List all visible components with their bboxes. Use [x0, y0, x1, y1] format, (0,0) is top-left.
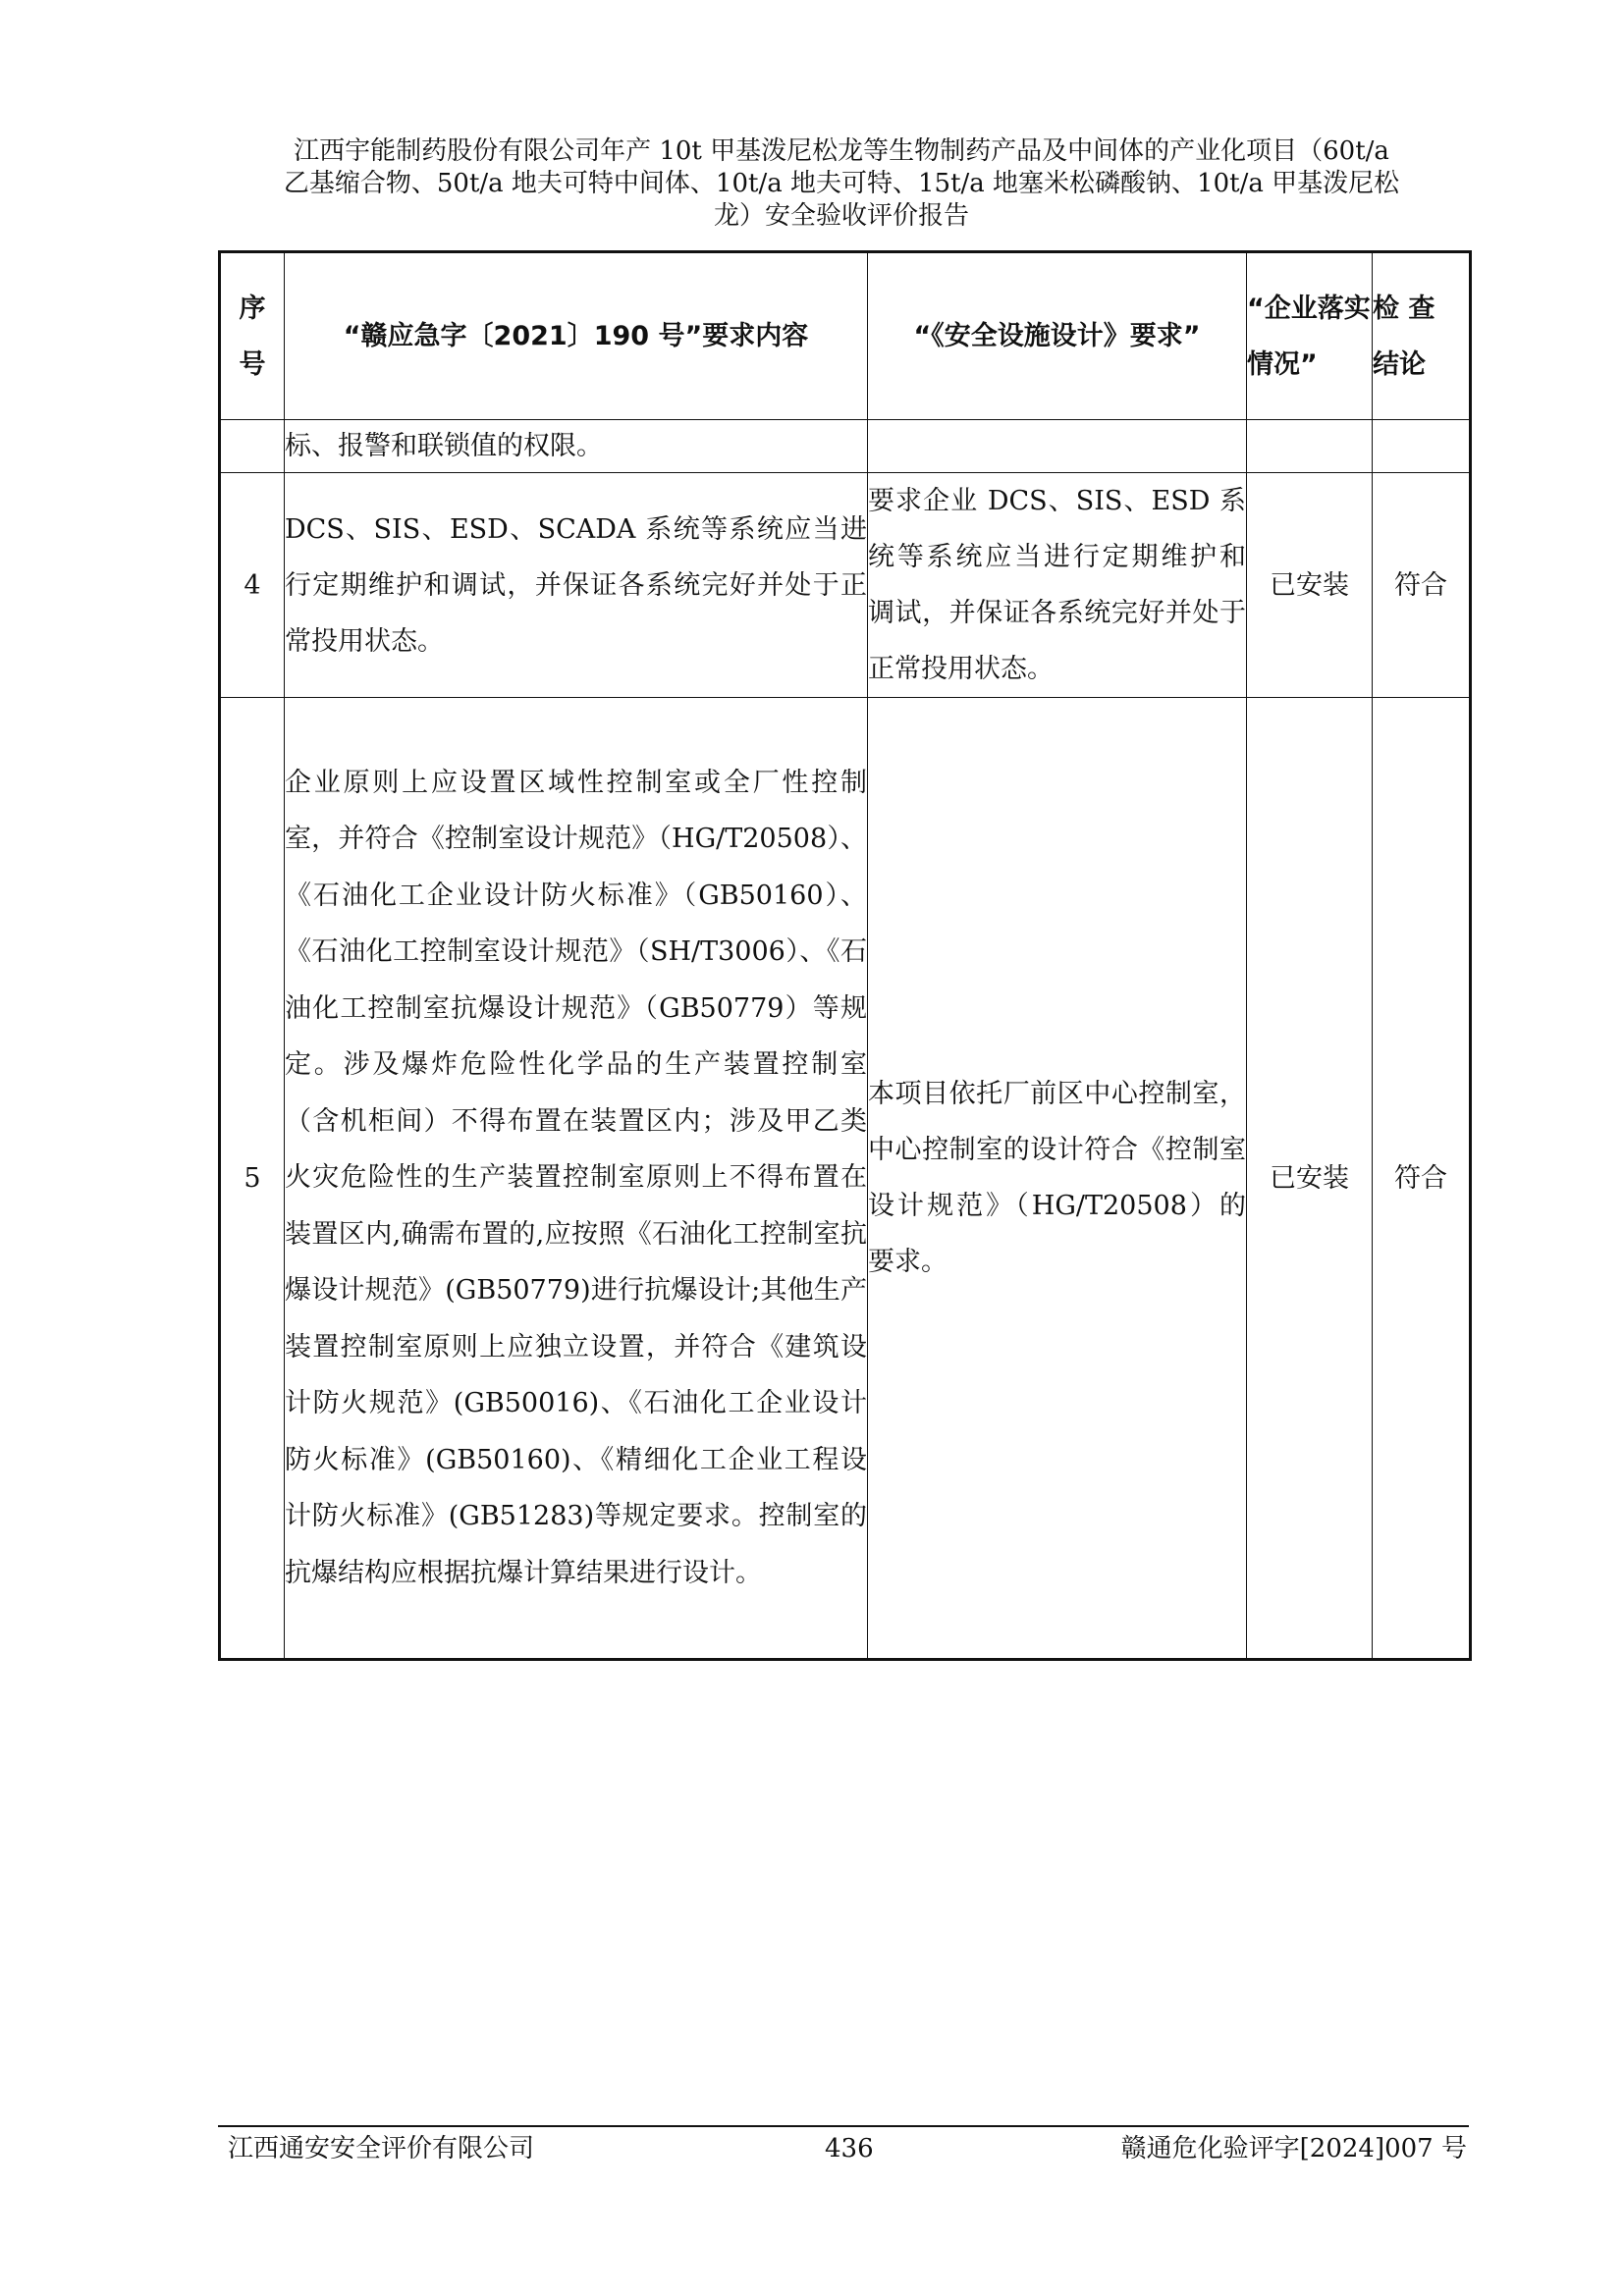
row-design [868, 420, 1247, 473]
row-seq: 4 [220, 473, 285, 698]
footer-doc-number: 赣通危化验评字[2024]007 号 [1120, 2134, 1467, 2163]
table-row [220, 698, 1471, 1660]
row-requirement: 企业原则上应设置区域性控制室或全厂性控制室，并符合《控制室设计规范》（HG/T20508）、《石油化工企业设计防火标准》（GB50160）、《石油化工控制室设计规范》（SH/T3006）、《石油化工控制室抗爆设计规范》（GB50779）等规定。涉及爆炸危险性化学品的生产装置控制室（含机柜间）不得布置在装置区内；涉及甲乙类火灾危险性的生产装置控制室原则上不得布置在装置区内,确需布置的,应按照《石油化工控制室抗爆设计规范》(GB50779)进行抗爆设计;其他生产装置控制室原则上应独立设置，并符合《建筑设计防火规范》(GB50016)、《石油化工企业设计防火标准》(GB50160)、《精细化工企业工程设计防火标准》(GB51283)等规定要求。控制室的抗爆结构应根据抗爆计算结果进行设计。 [285, 698, 868, 1660]
row-requirement: 标、报警和联锁值的权限。 [285, 420, 868, 473]
header-line-2: 乙基缩合物、50t/a 地夫可特中间体、10t/a 地夫可特、15t/a 地塞米松磷酸钠、10t/a 甲基泼尼松 [283, 169, 1400, 198]
footer-divider [218, 2125, 1469, 2127]
header-line-3: 龙）安全验收评价报告 [713, 201, 969, 231]
row-seq [220, 420, 285, 473]
row-implementation: 已安装 [1247, 698, 1373, 1660]
row-implementation [1247, 420, 1373, 473]
page-number: 436 [825, 2134, 874, 2163]
col-header-seq: 序号 [220, 252, 285, 420]
table-header-row [220, 252, 1471, 420]
row-conclusion [1373, 420, 1471, 473]
table-row [220, 420, 1471, 473]
row-conclusion: 符合 [1373, 698, 1471, 1660]
header-line-1: 江西宇能制药股份有限公司年产 10t 甲基泼尼松龙等生物制药产品及中间体的产业化项目（60t/a [294, 136, 1389, 166]
col-header-design: “《安全设施设计》要求” [868, 252, 1247, 420]
row-requirement: DCS、SIS、ESD、SCADA 系统等系统应当进行定期维护和调试，并保证各系统完好并处于正常投用状态。 [285, 473, 868, 698]
col-header-conclusion: 检 查 结论 [1373, 252, 1471, 420]
col-header-implementation: “企业落实情况” [1247, 252, 1373, 420]
footer-company: 江西通安安全评价有限公司 [228, 2134, 535, 2163]
requirements-table [218, 250, 1472, 1661]
row-conclusion: 符合 [1373, 473, 1471, 698]
report-header [218, 135, 1465, 233]
row-design: 本项目依托厂前区中心控制室，中心控制室的设计符合《控制室设计规范》（HG/T20508）的要求。 [868, 698, 1247, 1660]
row-seq: 5 [220, 698, 285, 1660]
row-implementation: 已安装 [1247, 473, 1373, 698]
row-design: 要求企业 DCS、SIS、ESD 系统等系统应当进行定期维护和 调试，并保证各系统完好并处于正常投用状态。 [868, 473, 1247, 698]
col-header-requirement: “赣应急字〔2021〕190 号”要求内容 [285, 252, 868, 420]
table-row [220, 473, 1471, 698]
